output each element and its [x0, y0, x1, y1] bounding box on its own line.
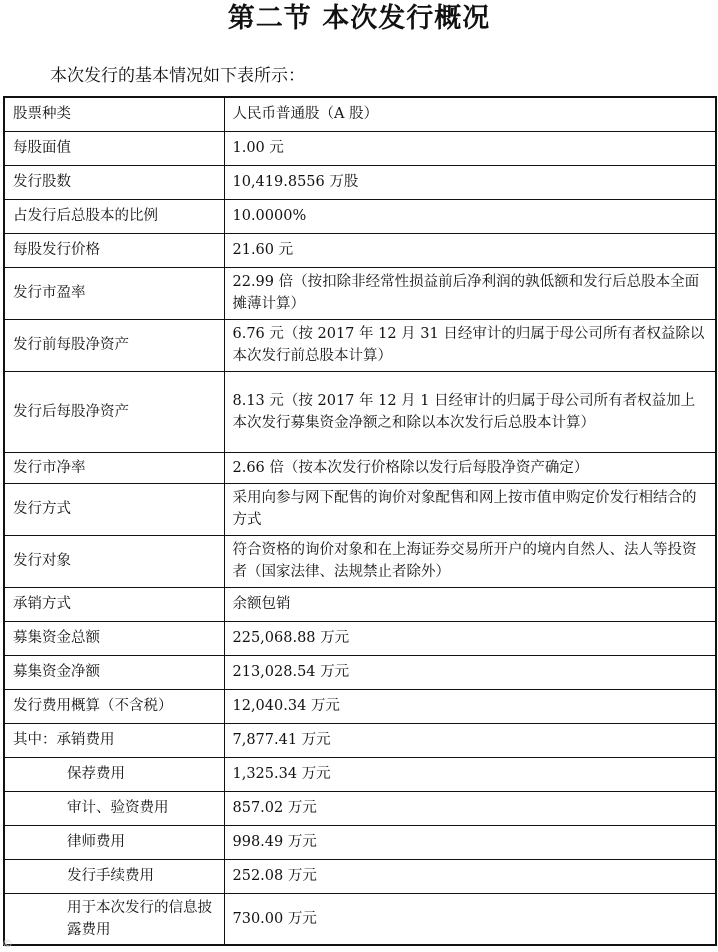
row-label: 发行后每股净资产: [4, 371, 224, 452]
row-value: 6.76 元（按 2017 年 12 月 31 日经审计的归属于母公司所有者权益除以本次发行前总股本计算）: [224, 319, 716, 371]
row-value: 12,040.34 万元: [224, 689, 716, 723]
row-value: 10.0000%: [224, 199, 716, 233]
issuance-overview-table: [3, 96, 717, 946]
table-row: [4, 371, 716, 452]
row-value: 22.99 倍（按扣除非经常性损益前后净利润的孰低额和发行后总股本全面摊薄计算）: [224, 267, 716, 319]
row-value: 人民币普通股（A 股）: [224, 97, 716, 131]
row-label: 发行前每股净资产: [4, 319, 224, 371]
row-value: 21.60 元: [224, 233, 716, 267]
table-row: [4, 199, 716, 233]
table-row: [4, 723, 716, 757]
table-row: [4, 165, 716, 199]
row-value: 213,028.54 万元: [224, 655, 716, 689]
row-label: 发行费用概算（不含税）: [4, 689, 224, 723]
row-value: 采用向参与网下配售的询价对象配售和网上按市值申购定价发行相结合的方式: [224, 483, 716, 535]
row-label: 用于本次发行的信息披露费用: [4, 893, 224, 945]
row-label: 发行手续费用: [4, 859, 224, 893]
row-label: 审计、验资费用: [4, 791, 224, 825]
row-value: 1,325.34 万元: [224, 757, 716, 791]
row-label: 保荐费用: [4, 757, 224, 791]
table-row: [4, 621, 716, 655]
section-title: 第二节 本次发行概况: [227, 3, 491, 34]
row-label: 发行对象: [4, 535, 224, 587]
row-label: 占发行后总股本的比例: [4, 199, 224, 233]
row-value: 10,419.8556 万股: [224, 165, 716, 199]
table-row: [4, 535, 716, 587]
table-row: [4, 825, 716, 859]
row-label: 承销方式: [4, 587, 224, 621]
row-value: 857.02 万元: [224, 791, 716, 825]
table-row: [4, 757, 716, 791]
row-label: 每股面值: [4, 131, 224, 165]
row-value: 7,877.41 万元: [224, 723, 716, 757]
row-value: 730.00 万元: [224, 893, 716, 945]
row-label: 股票种类: [4, 97, 224, 131]
table-row: [4, 893, 716, 945]
row-label: 发行市净率: [4, 452, 224, 483]
table-row: [4, 452, 716, 483]
row-label: 发行方式: [4, 483, 224, 535]
table-row: [4, 233, 716, 267]
row-label: 每股发行价格: [4, 233, 224, 267]
row-value: 1.00 元: [224, 131, 716, 165]
row-value: 998.49 万元: [224, 825, 716, 859]
row-label: 律师费用: [4, 825, 224, 859]
table-row: [4, 97, 716, 131]
row-value: 2.66 倍（按本次发行价格除以发行后每股净资产确定）: [224, 452, 716, 483]
table-row: [4, 859, 716, 893]
intro-text: 本次发行的基本情况如下表所示：: [50, 66, 305, 86]
row-label: 募集资金总额: [4, 621, 224, 655]
row-label: 发行股数: [4, 165, 224, 199]
row-label: 募集资金净额: [4, 655, 224, 689]
row-value: 225,068.88 万元: [224, 621, 716, 655]
table-row: [4, 655, 716, 689]
row-value: 8.13 元（按 2017 年 12 月 1 日经审计的归属于母公司所有者权益加上本次发行募集资金净额之和除以本次发行后总股本计算）: [224, 371, 716, 452]
row-label: 其中：承销费用: [4, 723, 224, 757]
table-row: [4, 791, 716, 825]
row-label: 发行市盈率: [4, 267, 224, 319]
table-row: [4, 267, 716, 319]
row-value: 余额包销: [224, 587, 716, 621]
row-value: 符合资格的询价对象和在上海证券交易所开户的境内自然人、法人等投资者（国家法律、法规禁止者除外）: [224, 535, 716, 587]
table-row: [4, 483, 716, 535]
table-row: [4, 587, 716, 621]
table-row: [4, 319, 716, 371]
table-row: [4, 689, 716, 723]
table-row: [4, 131, 716, 165]
watermark: ©: [2, 937, 13, 950]
row-value: 252.08 万元: [224, 859, 716, 893]
